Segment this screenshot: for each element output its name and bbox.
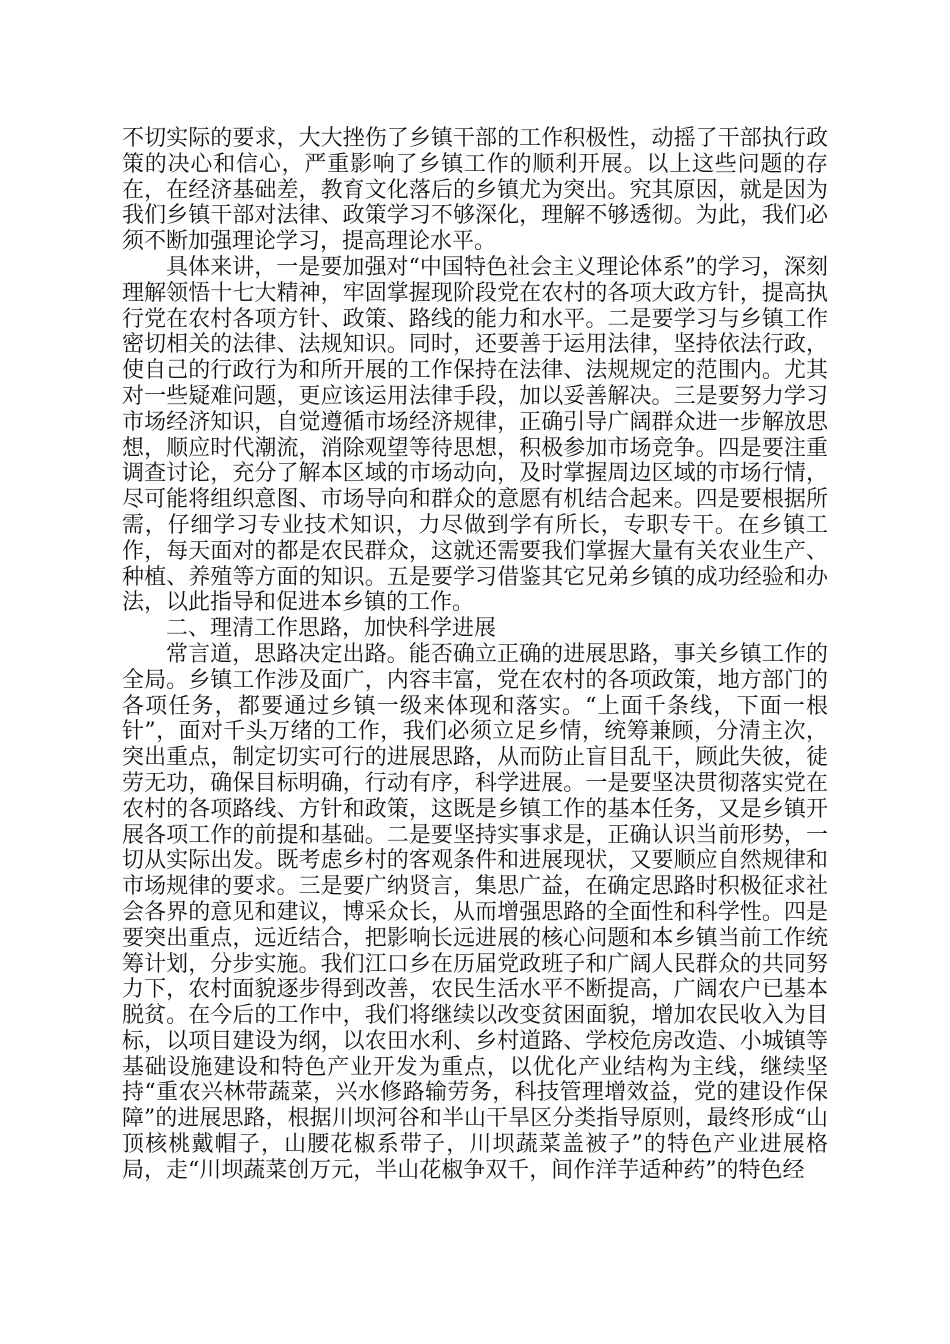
paragraph-intro: 不切实际的要求，大大挫伤了乡镇干部的工作积极性，动摇了干部执行政策的决心和信心，严重影响了乡镇工作的顺利开展。以上这些问题的存在，在经济基础差，教育文化落后的乡镇尤为突出。究其原因，就是因为我们乡镇干部对法律、政策学习不够深化，理解不够透彻。为此，我们必须不断加强理论学习，提高理论水平。 xyxy=(122,126,828,255)
section-heading-2: 二、理清工作思路，加快科学进展 xyxy=(166,616,497,642)
document-body xyxy=(122,126,828,1184)
paragraph-work-approach: 常言道，思路决定出路。能否确立正确的进展思路，事关乡镇工作的全局。乡镇工作涉及面广，内容丰富，党在农村的各项政策，地方部门的各项任务，都要通过乡镇一级来体现和落实。“上面千条线，下面一根针”，面对千头万绪的工作，我们必须立足乡情，统筹兼顾，分清主次，突出重点，制定切实可行的进展思路，从而防止盲目乱干，顾此失彼，徒劳无功，确保目标明确，行动有序，科学进展。一是要坚决贯彻落实党在农村的各项路线、方针和政策，这既是乡镇工作的基本任务，又是乡镇开展各项工作的前提和基础。二是要坚持实事求是，正确认识当前形势，一切从实际出发。既考虑乡村的客观条件和进展现状，又要顺应自然规律和市场规律的要求。三是要广纳贤言，集思广益，在确定思路时积极征求社会各界的意见和建议，博采众长，从而增强思路的全面性和科学性。四是要突出重点，远近结合，把影响长远进展的核心问题和本乡镇当前工作统筹计划，分步实施。我们江口乡在历届党政班子和广阔人民群众的共同努力下，农村面貌逐步得到改善，农民生活水平不断提高，广阔农户已基本脱贫。在今后的工作中，我们将继续以改变贫困面貌，增加农民收入为目标，以项目建设为纲，以农田水利、乡村道路、学校危房改造、小城镇等基础设施建设和特色产业开发为重点，以优化产业结构为主线，继续坚持“重农兴林带蔬菜，兴水修路输劳务，科技管理增效益，党的建设作保障”的进展思路，根据川坝河谷和半山干旱区分类指导原则，最终形成“山顶核桃戴帽子，山腰花椒系带子，川坝蔬菜盖被子”的特色产业进展格局，走“川坝蔬菜创万元，半山花椒争双千，间作洋芋适种药”的特色经 xyxy=(122,641,828,1183)
paragraph-study-details: 具体来讲，一是要加强对“中国特色社会主义理论体系”的学习，深刻理解领悟十七大精神，牢固掌握现阶段党在农村的各项大政方针，提高执行党在农村各项方针、政策、路线的能力和水平。二是要学习与乡镇工作密切相关的法律、法规知识。同时，还要善于运用法律，坚持依法行政，使自己的行政行为和所开展的工作保持在法律、法规规定的范围内。尤其对一些疑难问题，更应该运用法律手段，加以妥善解决。三是要努力学习市场经济知识，自觉遵循市场经济规律，正确引导广阔群众进一步解放思想，顺应时代潮流，消除观望等待思想，积极参加市场竞争。四是要注重调查讨论，充分了解本区域的市场动向，及时掌握周边区域的市场行情，尽可能将组织意图、市场导向和群众的意愿有机结合起来。四是要根据所需，仔细学习专业技术知识，力尽做到学有所长，专职专干。在乡镇工作，每天面对的都是农民群众，这就还需要我们掌握大量有关农业生产、种植、养殖等方面的知识。五是要学习借鉴其它兄弟乡镇的成功经验和办法，以此指导和促进本乡镇的工作。 xyxy=(122,254,828,616)
